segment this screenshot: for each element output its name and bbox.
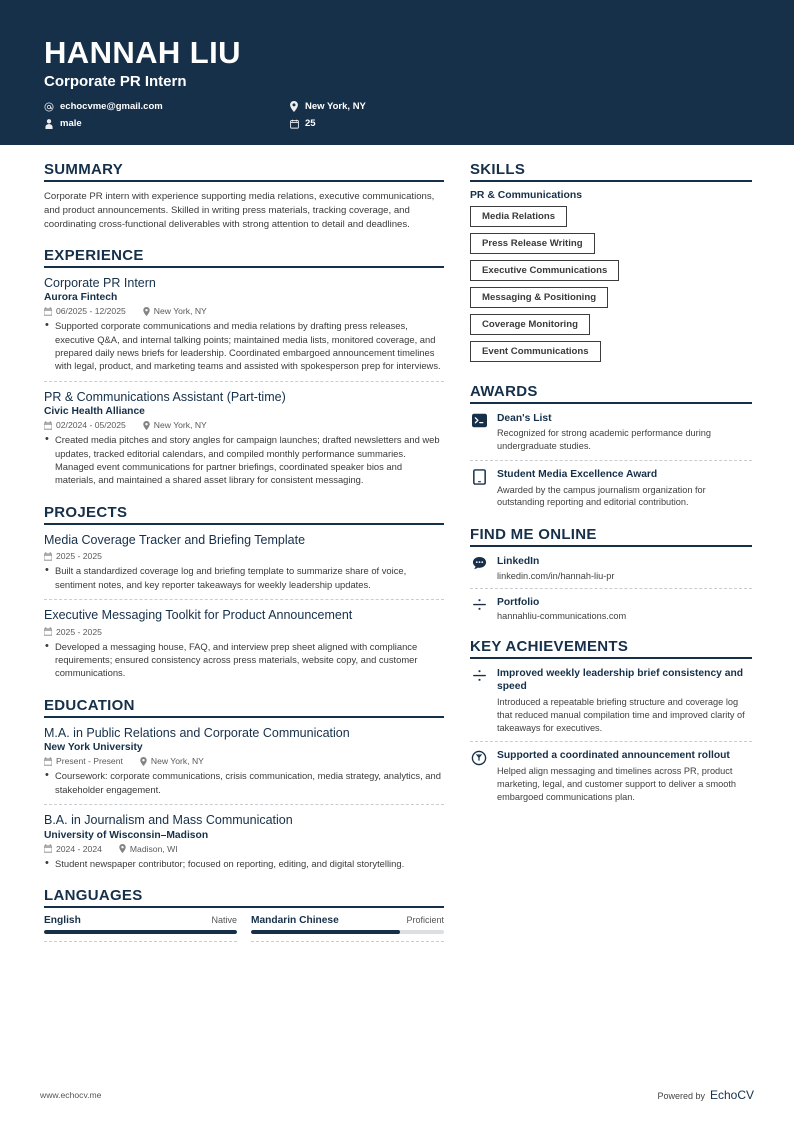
contact-location-value: New York, NY [305, 101, 366, 113]
person-icon [44, 118, 54, 129]
page-title: HANNAH LIU [44, 35, 241, 70]
contact-age-value: 25 [305, 118, 316, 130]
calendar-icon [44, 627, 52, 636]
language-item [44, 915, 237, 943]
calendar-icon [44, 421, 52, 430]
skills-group-name: PR & Communications [470, 190, 582, 201]
brand-name: EchoCV [709, 1088, 754, 1102]
experience-bullets [44, 433, 444, 486]
calendar-icon [44, 307, 52, 316]
education-dates-text: 2024 - 2024 [56, 843, 102, 854]
project-dates [44, 627, 102, 637]
bullet-item: • Created media pitches and story angles for campaign launches; drafted newsletters and web updates, tracked editorial calendars, and compiled monthly performance summaries. Managed event communications for partner briefings, coordinated speaker bios and materials, and maintained a shared asset library for consistent messaging. [44, 433, 444, 486]
section-awards [470, 383, 752, 511]
section-key-achievements [470, 638, 752, 805]
skill-chip: Press Release Writing [470, 233, 595, 254]
powered-by-label: Powered by [657, 1091, 705, 1101]
education-school: University of Wisconsin–Madison [44, 829, 209, 841]
achievement-item [470, 749, 752, 805]
projects-heading: PROJECTS [44, 504, 444, 525]
location-pin-icon [119, 844, 126, 853]
contact-email[interactable] [44, 101, 289, 112]
key-achievements-heading: KEY ACHIEVEMENTS [470, 638, 752, 659]
language-item [251, 915, 444, 943]
online-link-item[interactable] [470, 596, 752, 623]
achievement-title: Supported a coordinated announcement rollout [497, 750, 730, 762]
online-link-url[interactable]: linkedin.com/in/hannah-liu-pr [497, 570, 615, 581]
language-progress-fill [44, 930, 237, 935]
experience-location-text: New York, NY [153, 306, 207, 317]
experience-organization: Civic Health Alliance [44, 406, 145, 418]
achievement-item [470, 667, 752, 742]
tablet-icon [470, 468, 488, 486]
language-level: Proficient [406, 914, 444, 925]
contact-location [289, 101, 534, 112]
skill-chip: Executive Communications [470, 260, 619, 281]
language-progress-fill [251, 930, 400, 935]
resume-body [0, 145, 794, 957]
experience-dates [44, 420, 126, 430]
project-entry [44, 608, 444, 682]
achievement-description: Helped align messaging and timelines across PR, product marketing, legal, and customer support to deliver a smooth embargoed communications plan. [497, 765, 736, 802]
skill-chip: Messaging & Positioning [470, 287, 608, 308]
online-link-title: LinkedIn [497, 556, 540, 568]
summary-text: Corporate PR intern with experience supporting media relations, executive communications, and product announcements. Skilled in writing press materials, tracking coverage, and coordinating cross-functional deliverables with strong attention to detail and deadlines. [44, 191, 435, 230]
education-entry [44, 813, 444, 872]
calendar-icon [44, 552, 52, 561]
language-progress-bar [44, 930, 237, 935]
section-education [44, 697, 444, 872]
online-link-title: Portfolio [497, 596, 540, 608]
experience-location-text: New York, NY [153, 420, 207, 431]
experience-dates-text: 02/2024 - 05/2025 [56, 420, 126, 431]
contact-info-list [44, 101, 750, 135]
calendar-icon [44, 757, 52, 766]
skills-heading: SKILLS [470, 161, 752, 182]
project-bullets [44, 564, 444, 591]
language-name: English [44, 914, 81, 926]
project-dates [44, 551, 102, 561]
location-pin-icon [143, 307, 150, 316]
project-title: Media Coverage Tracker and Briefing Template [44, 532, 306, 547]
calendar-icon [44, 844, 52, 853]
experience-location [143, 306, 207, 316]
location-pin-icon [143, 421, 150, 430]
contact-age [289, 118, 534, 129]
skill-chip: Event Communications [470, 341, 601, 362]
contact-gender [44, 118, 289, 129]
award-title: Dean's List [497, 413, 552, 424]
languages-list [44, 915, 444, 943]
contact-gender-value: male [60, 118, 82, 130]
education-dates [44, 756, 123, 766]
section-experience [44, 247, 444, 489]
online-link-item[interactable] [470, 555, 752, 588]
language-name: Mandarin Chinese [251, 914, 339, 926]
education-meta [44, 756, 444, 766]
find-me-online-heading: FIND ME ONLINE [470, 526, 752, 547]
skill-chip: Coverage Monitoring [470, 314, 590, 335]
right-column [470, 161, 752, 820]
education-entry [44, 726, 444, 805]
education-bullets [44, 769, 444, 796]
experience-dates-text: 06/2025 - 12/2025 [56, 306, 126, 317]
awards-heading: AWARDS [470, 383, 752, 404]
bullet-item: • Built a standardized coverage log and briefing template to summarize share of voice, sentiment notes, and key reporter takeaways for weekly leadership updates. [44, 564, 444, 591]
terminal-icon [470, 412, 488, 430]
online-link-url[interactable]: hannahliu-communications.com [497, 611, 627, 621]
experience-meta [44, 420, 444, 430]
project-meta [44, 627, 444, 637]
project-title: Executive Messaging Toolkit for Product Announcement [44, 608, 353, 623]
experience-title: PR & Communications Assistant (Part-time) [44, 389, 286, 404]
footer-url[interactable]: www.echocv.me [40, 1090, 102, 1100]
powered-by [657, 1088, 754, 1102]
education-dates [44, 844, 102, 854]
left-column [44, 161, 444, 957]
languages-heading: LANGUAGES [44, 887, 444, 908]
achievement-title: Improved weekly leadership brief consistency and speed [497, 668, 744, 693]
experience-title: Corporate PR Intern [44, 275, 156, 290]
section-skills [470, 161, 752, 368]
contact-email-value: echocvme@gmail.com [60, 101, 163, 113]
divide-icon [470, 596, 488, 614]
summary-heading: SUMMARY [44, 161, 444, 182]
education-bullets [44, 857, 444, 870]
divide-icon [470, 667, 488, 685]
project-meta [44, 551, 444, 561]
language-level: Native [211, 914, 237, 925]
section-projects [44, 504, 444, 682]
crosshair-icon [470, 749, 488, 767]
education-location-text: New York, NY [150, 756, 204, 767]
location-pin-icon [140, 757, 147, 766]
bullet-item: • Developed a messaging house, FAQ, and interview prep sheet aligned with compliance requirements; ensured consistency across press materials, website copy, and customer communications. [44, 640, 444, 680]
experience-meta [44, 306, 444, 316]
experience-dates [44, 306, 126, 316]
education-heading: EDUCATION [44, 697, 444, 718]
education-school: New York University [44, 742, 143, 754]
experience-entry [44, 390, 444, 489]
project-dates-text: 2025 - 2025 [56, 551, 102, 562]
location-pin-icon [289, 101, 299, 112]
education-location-text: Madison, WI [129, 843, 178, 854]
education-degree: B.A. in Journalism and Mass Communication [44, 813, 293, 827]
education-dates-text: Present - Present [56, 756, 123, 767]
page-footer [0, 1067, 794, 1123]
experience-location [143, 420, 207, 430]
bullet-item: • Coursework: corporate communications, crisis communication, media strategy, analytics, and stakeholder engagement. [44, 769, 444, 796]
at-sign-icon [44, 101, 54, 112]
award-item [470, 468, 752, 511]
achievement-description: Introduced a repeatable briefing structure and coverage log that reduced manual compilation time and improved clarity of takeaways for executives. [497, 696, 745, 733]
header-job-title: Corporate PR Intern [44, 73, 187, 91]
education-degree: M.A. in Public Relations and Corporate Communication [44, 725, 350, 740]
section-languages [44, 887, 444, 943]
chat-bubble-icon [470, 555, 488, 573]
award-item [470, 412, 752, 461]
bullet-item: • Student newspaper contributor; focused on reporting, editing, and digital storytelling. [44, 857, 444, 870]
skills-list [470, 206, 752, 368]
calendar-icon [289, 118, 299, 129]
experience-organization: Aurora Fintech [44, 292, 118, 304]
project-entry [44, 533, 444, 600]
experience-entry [44, 276, 444, 382]
education-location [119, 844, 178, 854]
education-location [140, 756, 204, 766]
section-find-me-online [470, 526, 752, 623]
experience-bullets [44, 319, 444, 372]
award-description: Recognized for strong academic performance during undergraduate studies. [497, 428, 711, 452]
education-meta [44, 844, 444, 854]
project-dates-text: 2025 - 2025 [56, 626, 102, 637]
experience-heading: EXPERIENCE [44, 247, 444, 268]
award-title: Student Media Excellence Award [497, 469, 658, 481]
skill-chip: Media Relations [470, 206, 567, 227]
award-description: Awarded by the campus journalism organization for outstanding reporting and editorial contribution. [497, 484, 706, 508]
section-summary [44, 161, 444, 232]
bullet-item: • Supported corporate communications and media relations by drafting press releases, executive Q&A, and internal talking points; maintained media lists, monitored coverage, and prepared daily news briefs for leadership. Coordinated embargoed announcement timelines with legal, product, and marketing teams and assisted with spokesperson prep for interviews. [44, 319, 444, 372]
resume-header [0, 0, 794, 145]
project-bullets [44, 640, 444, 680]
language-progress-bar [251, 930, 444, 935]
